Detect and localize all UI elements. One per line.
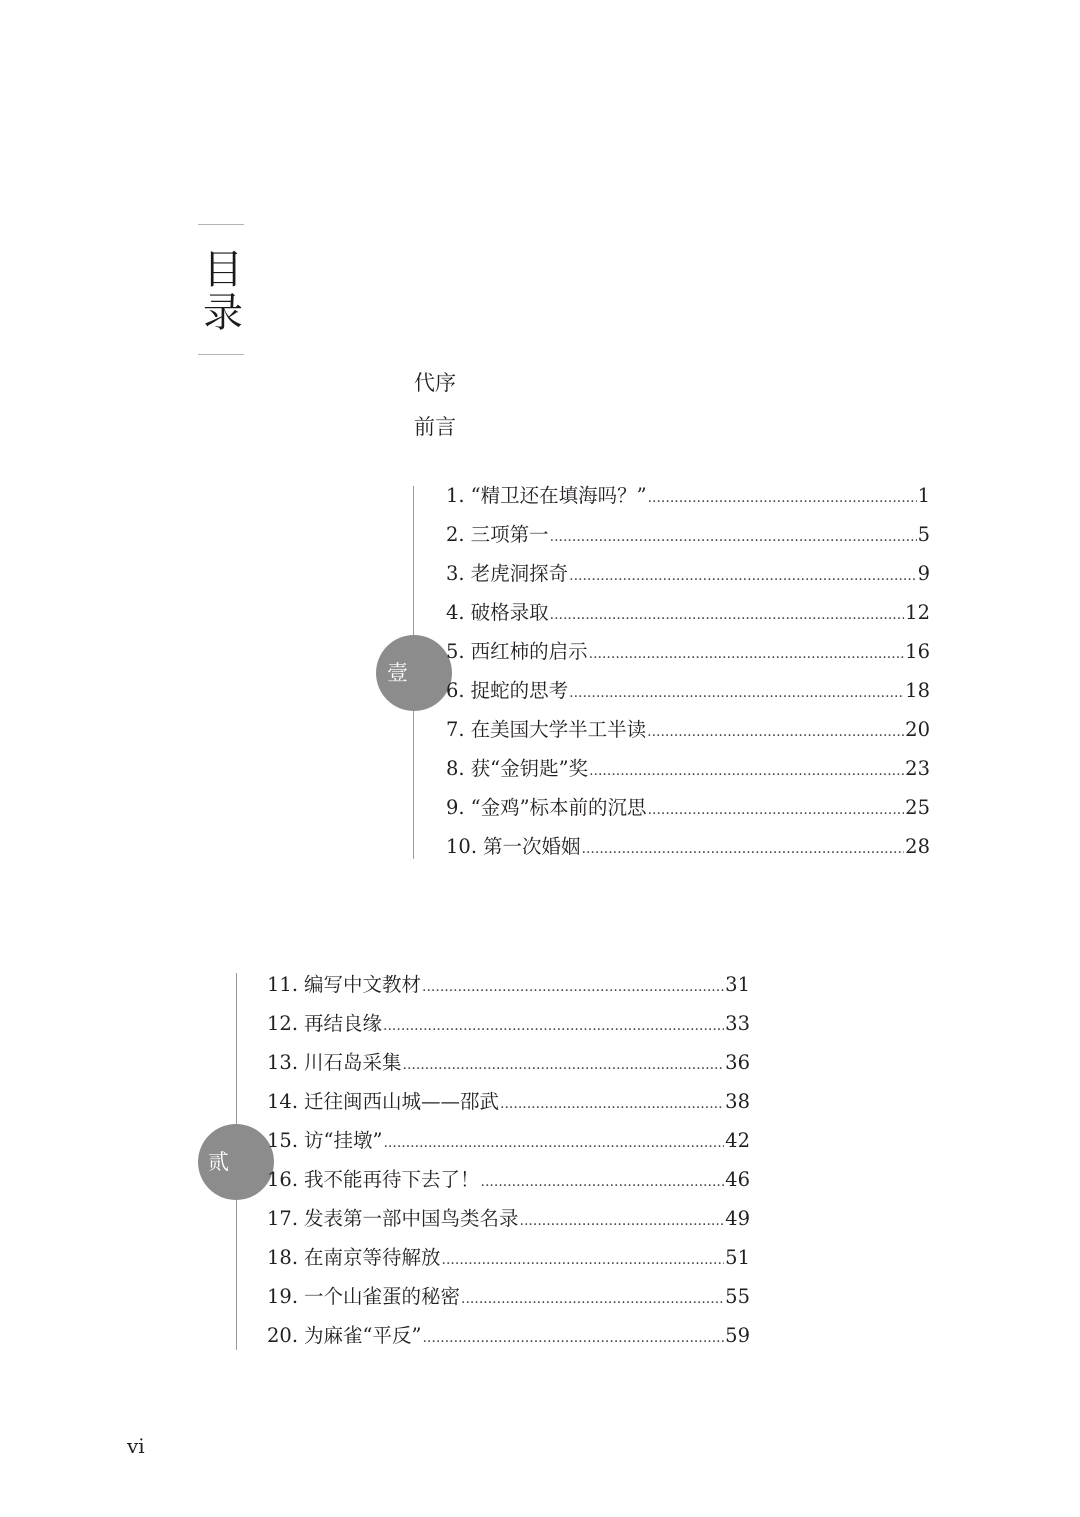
title-char-2: 录 xyxy=(203,290,243,336)
entry-title: 老虎洞探奇 xyxy=(470,562,569,585)
entry-title: 获“金钥匙”奖 xyxy=(470,757,589,780)
title-char-1: 目 xyxy=(203,247,243,293)
entry-title: 破格录取 xyxy=(470,601,549,624)
dot-leader xyxy=(647,716,904,744)
toc-entry[interactable] xyxy=(267,1010,750,1038)
entry-number: 18. xyxy=(267,1246,299,1269)
toc-entry[interactable] xyxy=(446,794,930,822)
dot-leader xyxy=(589,755,904,783)
entry-number: 6. xyxy=(446,679,465,702)
entry-page: 49 xyxy=(725,1207,750,1230)
toc-entry[interactable] xyxy=(267,1088,750,1116)
entry-title: 编写中文教材 xyxy=(304,973,422,996)
section-2-tab-label: 贰 xyxy=(208,1150,229,1174)
title-rule-bottom xyxy=(198,354,244,355)
entry-page: 20 xyxy=(905,718,930,741)
entry-title: 为麻雀“平反” xyxy=(304,1324,422,1347)
section-1-tab xyxy=(376,635,452,711)
entry-number: 5. xyxy=(446,640,465,663)
dot-leader xyxy=(550,521,917,549)
dot-leader xyxy=(383,1127,724,1155)
dot-leader xyxy=(442,1244,725,1272)
toc-entry[interactable] xyxy=(267,1049,750,1077)
toc-entry[interactable] xyxy=(267,1166,750,1194)
entry-title: 在美国大学半工半读 xyxy=(470,718,647,741)
entry-title: 再结良缘 xyxy=(304,1012,383,1035)
dot-leader xyxy=(589,638,905,666)
entry-page: 5 xyxy=(917,523,930,546)
toc-entry[interactable] xyxy=(446,755,930,783)
toc-entry[interactable] xyxy=(446,638,930,666)
entry-number: 15. xyxy=(267,1129,299,1152)
entry-page: 38 xyxy=(725,1090,750,1113)
toc-entry[interactable] xyxy=(446,833,930,861)
toc-entry[interactable] xyxy=(446,521,930,549)
front-matter-preface: 代序 xyxy=(414,371,456,395)
entry-number: 14. xyxy=(267,1090,299,1113)
entry-number: 2. xyxy=(446,523,465,546)
front-matter-foreword: 前言 xyxy=(414,415,456,439)
dot-leader xyxy=(569,560,916,588)
dot-leader xyxy=(550,599,905,627)
toc-entry[interactable] xyxy=(267,971,750,999)
entry-title: “金鸡”标本前的沉思 xyxy=(470,796,647,819)
entry-number: 9. xyxy=(446,796,465,819)
entry-page: 23 xyxy=(905,757,930,780)
entry-page: 55 xyxy=(725,1285,750,1308)
page-folio: vi xyxy=(127,1434,145,1458)
toc-entry[interactable] xyxy=(267,1244,750,1272)
dot-leader xyxy=(422,1322,724,1350)
entry-number: 12. xyxy=(267,1012,299,1035)
dot-leader xyxy=(648,794,905,822)
entry-number: 13. xyxy=(267,1051,299,1074)
entry-page: 42 xyxy=(725,1129,750,1152)
entry-title: 三项第一 xyxy=(470,523,549,546)
entry-page: 25 xyxy=(905,796,930,819)
entry-number: 3. xyxy=(446,562,465,585)
dot-leader xyxy=(648,482,917,510)
dot-leader xyxy=(481,1166,725,1194)
section-1-tab-label: 壹 xyxy=(387,661,408,685)
toc-entry[interactable] xyxy=(446,599,930,627)
entry-title: 川石岛采集 xyxy=(304,1051,402,1074)
entry-title: 第一次婚姻 xyxy=(483,835,581,858)
entry-page: 1 xyxy=(917,484,930,507)
toc-entry[interactable] xyxy=(267,1283,750,1311)
entry-title: “精卫还在填海吗？” xyxy=(470,484,647,507)
entry-page: 31 xyxy=(725,973,750,996)
toc-entry[interactable] xyxy=(446,677,930,705)
entry-title: 发表第一部中国鸟类名录 xyxy=(304,1207,519,1230)
entry-number: 20. xyxy=(267,1324,299,1347)
entry-title: 访“挂墩” xyxy=(304,1129,383,1152)
entry-number: 4. xyxy=(446,601,465,624)
entry-page: 36 xyxy=(725,1051,750,1074)
entry-page: 16 xyxy=(905,640,930,663)
entry-page: 51 xyxy=(725,1246,750,1269)
dot-leader xyxy=(569,677,904,705)
toc-entry[interactable] xyxy=(267,1127,750,1155)
dot-leader xyxy=(520,1205,725,1233)
entry-title: 捉蛇的思考 xyxy=(470,679,569,702)
toc-entry[interactable] xyxy=(267,1205,750,1233)
entry-title: 一个山雀蛋的秘密 xyxy=(304,1285,461,1308)
entry-number: 19. xyxy=(267,1285,299,1308)
dot-leader xyxy=(422,971,724,999)
entry-number: 8. xyxy=(446,757,465,780)
entry-number: 17. xyxy=(267,1207,299,1230)
dot-leader xyxy=(582,833,905,861)
entry-number: 11. xyxy=(267,973,299,996)
entry-page: 46 xyxy=(725,1168,750,1191)
section-2-tab xyxy=(198,1124,274,1200)
dot-leader xyxy=(500,1088,724,1116)
title-rule-top xyxy=(198,224,244,225)
entry-page: 18 xyxy=(905,679,930,702)
entry-page: 28 xyxy=(905,835,930,858)
entry-number: 1. xyxy=(446,484,465,507)
dot-leader xyxy=(461,1283,724,1311)
entry-number: 10. xyxy=(446,835,478,858)
dot-leader xyxy=(403,1049,725,1077)
entry-number: 16. xyxy=(267,1168,299,1191)
toc-entry[interactable] xyxy=(267,1322,750,1350)
entry-page: 33 xyxy=(725,1012,750,1035)
entry-number: 7. xyxy=(446,718,465,741)
entry-title: 在南京等待解放 xyxy=(304,1246,441,1269)
dot-leader xyxy=(383,1010,724,1038)
entry-page: 12 xyxy=(905,601,930,624)
toc-entry[interactable] xyxy=(446,482,930,510)
entry-title: 西红柿的启示 xyxy=(470,640,588,663)
toc-entry[interactable] xyxy=(446,716,930,744)
entry-title: 我不能再待下去了！ xyxy=(304,1168,480,1191)
entry-page: 9 xyxy=(917,562,930,585)
entry-title: 迁往闽西山城——邵武 xyxy=(304,1090,500,1113)
toc-entry[interactable] xyxy=(446,560,930,588)
entry-page: 59 xyxy=(725,1324,750,1347)
